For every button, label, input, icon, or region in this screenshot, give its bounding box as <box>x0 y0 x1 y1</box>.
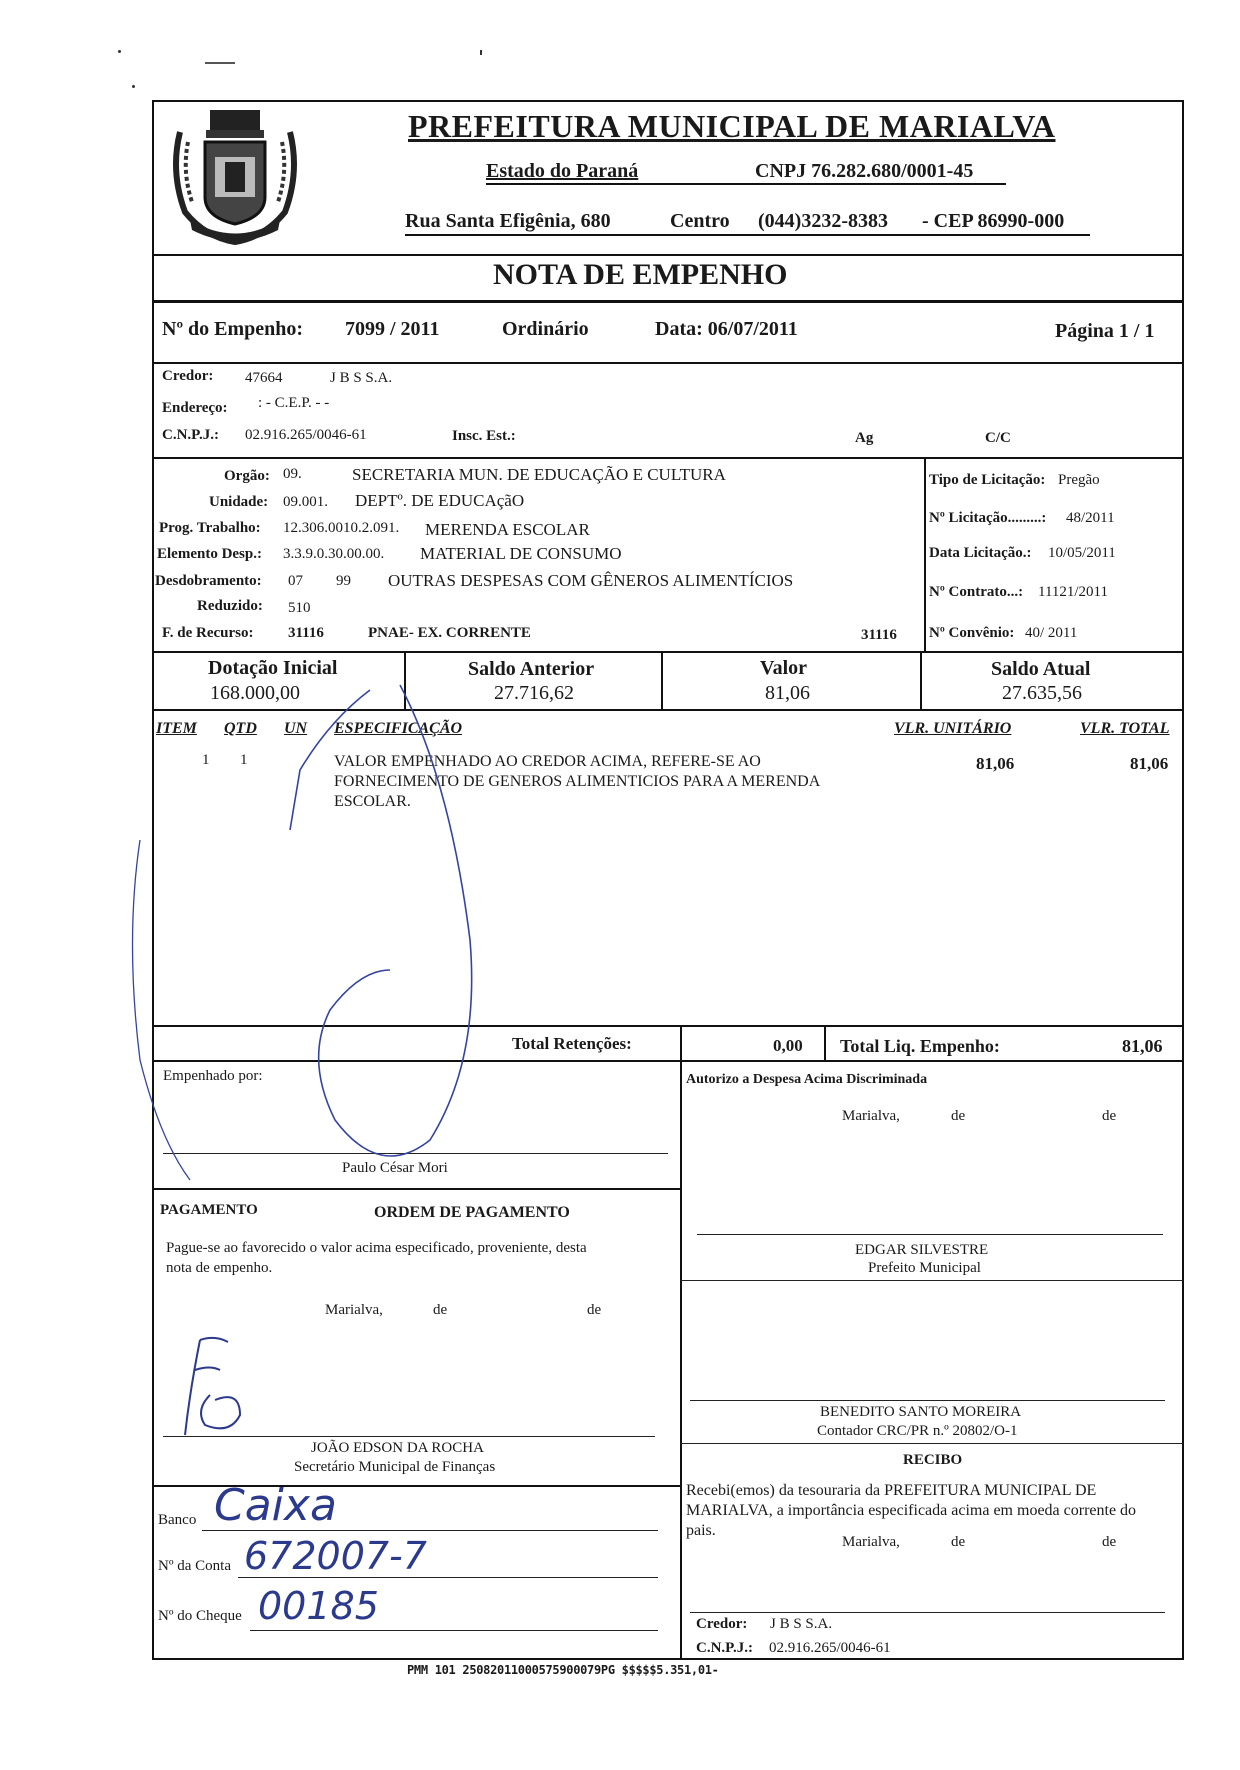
divider <box>680 1443 1183 1444</box>
item-vlr-total: 81,06 <box>1130 754 1169 773</box>
licitacao-num-value: 48/2011 <box>1066 510 1115 526</box>
recibo-cnpj-value: 02.916.265/0046-61 <box>769 1640 891 1656</box>
recurso-code2: 31116 <box>861 627 897 643</box>
prog-name: MERENDA ESCOLAR <box>425 520 590 539</box>
liquido-value: 81,06 <box>1122 1036 1163 1056</box>
divider-vertical <box>920 651 922 709</box>
cheque-line <box>250 1630 658 1631</box>
recibo-credor-value: J B S S.A. <box>770 1616 833 1632</box>
empenho-type: Ordinário <box>502 318 589 340</box>
insc-label: Insc. Est.: <box>452 428 516 444</box>
header-state-line <box>486 183 1006 185</box>
scan-speck <box>118 50 121 53</box>
conta-label: Nº da Conta <box>158 1558 231 1574</box>
saldo-atual-value: 27.635,56 <box>1002 682 1082 704</box>
saldo-anterior-label: Saldo Anterior <box>468 658 595 680</box>
pagamento-de2: de <box>587 1302 602 1318</box>
pagamento-de1: de <box>433 1302 448 1318</box>
autorizo-de1: de <box>951 1108 966 1124</box>
dotacao-value: 168.000,00 <box>210 682 300 704</box>
item-spec-line1: VALOR EMPENHADO AO CREDOR ACIMA, REFERE-SE AO <box>334 753 761 770</box>
contrato-value: 11121/2011 <box>1038 584 1108 600</box>
divider <box>153 457 1183 459</box>
handwritten-signature-mark <box>130 640 530 1200</box>
recibo-text1: Recebi(emos) da tesouraria da PREFEITURA MUNICIPAL DE <box>686 1482 1097 1499</box>
scan-speck <box>480 50 482 55</box>
elem-code: 3.3.9.0.30.00.00. <box>283 546 385 562</box>
recurso-name: PNAE- EX. CORRENTE <box>368 625 531 641</box>
coat-of-arms-icon <box>160 102 310 252</box>
desd-label: Desdobramento: <box>155 573 262 589</box>
cnpj-value: 02.916.265/0046-61 <box>245 427 367 443</box>
signature-line <box>690 1612 1165 1613</box>
header-cep: - CEP 86990-000 <box>922 210 1065 232</box>
address-value: : - C.E.P. - - <box>258 395 330 411</box>
credor-label: Credor: <box>162 368 214 384</box>
pagamento-label: PAGAMENTO <box>160 1202 258 1218</box>
conta-handwriting: 672007-7 <box>244 1534 427 1578</box>
item-number: 1 <box>202 752 210 768</box>
ag-label: Ag <box>855 430 874 446</box>
signature-line <box>690 1400 1165 1401</box>
retencoes-label: Total Retenções: <box>512 1034 632 1053</box>
contador-title: Contador CRC/PR n.º 20802/O-1 <box>817 1423 1018 1439</box>
cheque-handwriting: 00185 <box>258 1584 379 1628</box>
divider <box>680 1280 1183 1281</box>
document-title: NOTA DE EMPENHO <box>493 258 788 291</box>
secretario-title: Secretário Municipal de Finanças <box>294 1459 496 1475</box>
empenhado-label: Empenhado por: <box>163 1068 263 1084</box>
secretario-name: JOÃO EDSON DA ROCHA <box>311 1440 484 1456</box>
saldo-anterior-value: 27.716,62 <box>494 682 574 704</box>
desd-code1: 07 <box>288 573 303 589</box>
elem-name: MATERIAL DE CONSUMO <box>420 544 622 563</box>
contrato-label: Nº Contrato...: <box>929 584 1024 600</box>
credor-code: 47664 <box>245 370 283 386</box>
item-spec-line2: FORNECIMENTO DE GENEROS ALIMENTICIOS PARA A MERENDA <box>334 773 821 790</box>
elem-label: Elemento Desp.: <box>157 546 262 562</box>
cnpj-label: C.N.P.J.: <box>162 427 219 443</box>
footer-code: PMM 101 25082011000575900079PG $$$$$5.351,01- <box>407 1663 719 1677</box>
header-state: Estado do Paraná <box>486 160 639 182</box>
item-vlr-unit: 81,06 <box>976 754 1015 773</box>
item-qtd: 1 <box>240 752 248 768</box>
valor-value: 81,06 <box>765 682 810 704</box>
col-item: ITEM <box>156 720 197 737</box>
recibo-de1: de <box>951 1534 966 1550</box>
pagamento-text1: Pague-se ao favorecido o valor acima especificado, proveniente, desta <box>166 1240 587 1256</box>
divider-vertical <box>824 1025 826 1060</box>
unidade-code: 09.001. <box>283 494 328 510</box>
unidade-label: Unidade: <box>209 494 269 510</box>
empenhado-name: Paulo César Mori <box>342 1160 448 1176</box>
prog-label: Prog. Trabalho: <box>159 520 261 536</box>
header-address-line <box>405 234 1090 236</box>
handwritten-initials-mark <box>160 1330 280 1450</box>
recibo-text3: pais. <box>686 1522 716 1539</box>
header-title: PREFEITURA MUNICIPAL DE MARIALVA <box>408 108 1056 144</box>
header-district: Centro <box>670 210 730 232</box>
recurso-code: 31116 <box>288 625 324 641</box>
cheque-label: Nº do Cheque <box>158 1608 242 1624</box>
recibo-marialva: Marialva, <box>842 1534 900 1550</box>
licitacao-data-value: 10/05/2011 <box>1048 545 1116 561</box>
licitacao-tipo-value: Pregão <box>1058 472 1100 488</box>
contador-name: BENEDITO SANTO MOREIRA <box>820 1404 1022 1420</box>
unidade-name: DEPTº. DE EDUCAçãO <box>355 491 525 510</box>
desd-code2: 99 <box>336 573 351 589</box>
divider <box>153 254 1183 256</box>
recibo-title: RECIBO <box>903 1452 963 1468</box>
divider-vertical <box>661 651 663 709</box>
item-spec-line3: ESCOLAR. <box>334 793 411 810</box>
prefeito-title: Prefeito Municipal <box>868 1260 981 1276</box>
col-vlr-unit: VLR. UNITÁRIO <box>894 720 1012 737</box>
banco-label: Banco <box>158 1512 197 1528</box>
licitacao-tipo-label: Tipo de Licitação: <box>929 472 1046 488</box>
empenho-page: Página 1 / 1 <box>1055 320 1155 342</box>
convenio-value: 40/ 2011 <box>1025 625 1078 641</box>
scan-speck <box>205 62 235 64</box>
licitacao-data-label: Data Licitação.: <box>929 545 1032 561</box>
empenho-label: Nº do Empenho: <box>162 318 304 340</box>
dotacao-label: Dotação Inicial <box>208 657 338 679</box>
pagamento-marialva: Marialva, <box>325 1302 383 1318</box>
reduz-value: 510 <box>288 600 311 616</box>
liquido-label: Total Liq. Empenho: <box>840 1036 1000 1056</box>
desd-name: OUTRAS DESPESAS COM GÊNEROS ALIMENTÍCIOS <box>388 571 794 590</box>
banco-handwriting: Caixa <box>214 1480 337 1531</box>
credor-name: J B S S.A. <box>330 370 393 386</box>
divider <box>153 362 1183 364</box>
orgao-name: SECRETARIA MUN. DE EDUCAÇÃO E CULTURA <box>352 465 726 484</box>
cc-label: C/C <box>985 430 1011 446</box>
retencoes-value: 0,00 <box>773 1036 803 1055</box>
empenho-date: Data: 06/07/2011 <box>655 318 798 340</box>
recibo-cnpj-label: C.N.P.J.: <box>696 1640 753 1656</box>
col-qtd: QTD <box>224 720 257 737</box>
prog-code: 12.306.0010.2.091. <box>283 520 400 536</box>
valor-label: Valor <box>760 657 808 679</box>
orgao-code: 09. <box>283 466 302 482</box>
header-address: Rua Santa Efigênia, 680 <box>405 210 611 232</box>
header-cnpj: CNPJ 76.282.680/0001-45 <box>755 160 974 182</box>
orgao-label: Orgão: <box>224 468 270 484</box>
recibo-de2: de <box>1102 1534 1117 1550</box>
col-un: UN <box>284 720 308 737</box>
pagamento-title: ORDEM DE PAGAMENTO <box>374 1204 570 1221</box>
saldo-atual-label: Saldo Atual <box>991 658 1091 680</box>
autorizo-label: Autorizo a Despesa Acima Discriminada <box>686 1072 928 1087</box>
header-phone: (044)3232-8383 <box>758 210 888 232</box>
address-label: Endereço: <box>162 400 228 416</box>
convenio-label: Nº Convênio: <box>929 625 1015 641</box>
recurso-label: F. de Recurso: <box>162 625 254 641</box>
col-spec: ESPECIFICAÇÃO <box>334 720 463 737</box>
scan-speck <box>132 85 135 88</box>
recibo-text2: MARIALVA, a importância especificada acima em moeda corrente do <box>686 1502 1137 1519</box>
pagamento-text2: nota de empenho. <box>166 1260 273 1276</box>
autorizo-de2: de <box>1102 1108 1117 1124</box>
autorizo-marialva: Marialva, <box>842 1108 900 1124</box>
prefeito-name: EDGAR SILVESTRE <box>855 1242 989 1258</box>
divider-vertical <box>680 1060 682 1660</box>
divider-vertical <box>680 1025 682 1060</box>
reduz-label: Reduzido: <box>197 598 263 614</box>
divider-vertical <box>924 457 926 652</box>
signature-line <box>697 1234 1163 1235</box>
col-vlr-total: VLR. TOTAL <box>1080 720 1170 737</box>
empenho-number: 7099 / 2011 <box>345 318 440 340</box>
divider <box>153 300 1183 303</box>
recibo-credor-label: Credor: <box>696 1616 748 1632</box>
licitacao-num-label: Nº Licitação.........: <box>929 510 1047 526</box>
